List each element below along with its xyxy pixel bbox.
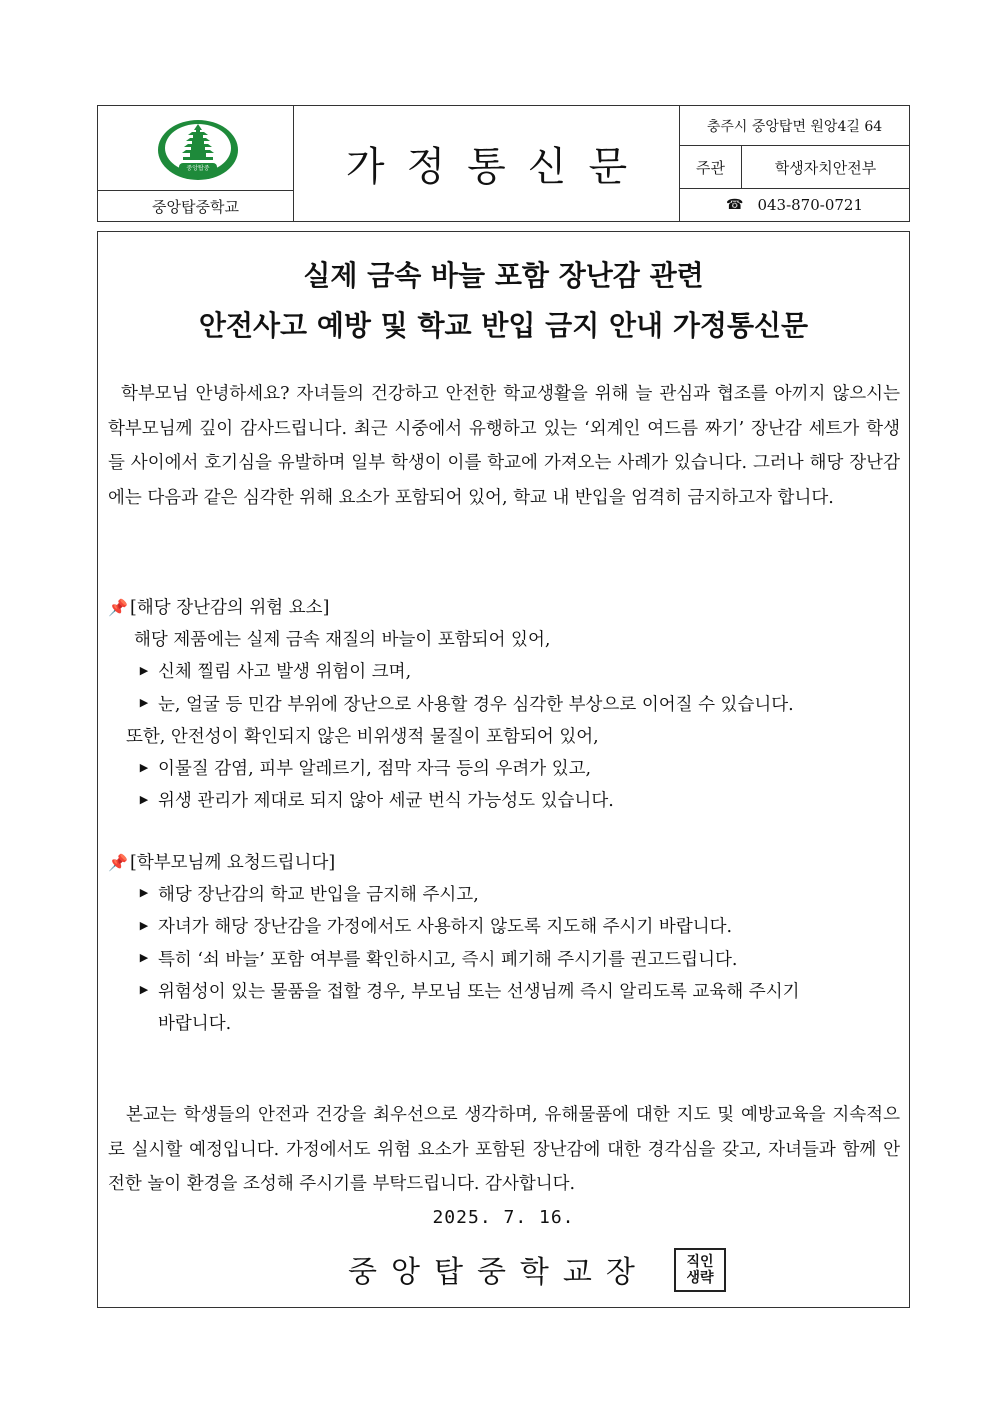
- letter-body: [97, 231, 910, 1308]
- hazard-title-text: [해당 장난감의 위험 요소]: [130, 598, 330, 618]
- list-item: [108, 911, 900, 943]
- triangle-bullet-icon: ▶: [139, 695, 149, 709]
- dept-value: 학생자치안전부: [742, 146, 909, 189]
- triangle-bullet-icon: ▶: [139, 760, 149, 774]
- list-item-text: 해당 장난감의 학교 반입을 금지해 주시고,: [158, 885, 479, 905]
- school-logo-icon: [155, 118, 241, 182]
- main-title-line1: 실제 금속 바늘 포함 장난감 관련: [303, 259, 704, 292]
- list-item: [108, 879, 900, 911]
- list-item: [108, 785, 900, 817]
- list-item: [108, 656, 900, 688]
- official-seal-omitted: [674, 1248, 726, 1292]
- triangle-bullet-icon: ▶: [139, 983, 149, 997]
- triangle-bullet-icon: ▶: [139, 918, 149, 932]
- triangle-bullet-icon: ▶: [139, 792, 149, 806]
- seal-line-2: 생략: [686, 1270, 714, 1286]
- list-item: [108, 944, 900, 976]
- hazard-lead-1: 해당 제품에는 실제 금속 재질의 바늘이 포함되어 있어,: [134, 630, 551, 650]
- dept-label: 주관: [680, 146, 742, 189]
- list-item-text: 위생 관리가 제대로 되지 않아 세균 번식 가능성도 있습니다.: [158, 791, 614, 812]
- main-title-line2: 안전사고 예방 및 학교 반입 금지 안내 가정통신문: [198, 309, 809, 342]
- logo-cell: [98, 106, 294, 191]
- intro-paragraph: 학부모님 안녕하세요? 자녀들의 건강하고 안전한 학교생활을 위해 늘 관심과 협조를 아끼지 않으시는 학부모님께 깊이 감사드립니다. 최근 시중에서 유행하고 있는 ‘외계인 여드름 짜기’ 장난감 세트가 학생들 사이에서 호기심을 유발하며 일부 학생이 이를 학교에 가져오는 사례가 있습니다. 그러나 해당 장난감에는 다음과 같은 심각한 위해 요소가 포함되어 있어, 학교 내 반입을 엄격히 금지하고자 합니다.: [108, 384, 900, 508]
- list-item-text: 특히 ‘쇠 바늘’ 포함 여부를 확인하시고, 즉시 폐기해 주시기를 권고드립니다.: [158, 949, 738, 970]
- list-item-text: 눈, 얼굴 등 민감 부위에 장난으로 사용할 경우 심각한 부상으로 이어질 수 있습니다.: [158, 694, 794, 715]
- issue-date: 2025. 7. 16.: [432, 1207, 575, 1228]
- triangle-bullet-icon: ▶: [139, 663, 149, 677]
- list-item: [108, 689, 900, 721]
- pushpin-icon: 📌: [108, 853, 128, 872]
- closing-paragraph: 본교는 학생들의 안전과 건강을 최우선으로 생각하며, 유해물품에 대한 지도 및 예방교육을 지속적으로 실시할 예정입니다. 가정에서도 위험 요소가 포함된 장난감에 대한 경각심을 갖고, 자녀들과 함께 안전한 놀이 환경을 조성해 주시기를 부탁드립니다. 감사합니다.: [108, 1105, 900, 1194]
- request-section: [108, 847, 900, 1040]
- triangle-bullet-icon: ▶: [139, 950, 149, 964]
- list-item-text: 자녀가 해당 장난감을 가정에서도 사용하지 않도록 지도해 주시기 바랍니다.: [158, 917, 733, 938]
- list-item-continuation: 바랍니다.: [158, 1014, 232, 1035]
- list-item: [108, 753, 900, 785]
- pushpin-icon: 📌: [108, 598, 128, 617]
- triangle-bullet-icon: ▶: [139, 886, 149, 900]
- logo-text: 중앙탑중: [186, 165, 210, 172]
- phone-icon: ☎: [725, 197, 744, 213]
- hazard-section: [108, 592, 900, 818]
- list-item: [108, 976, 900, 1008]
- principal-signature: 중앙탑중학교장: [348, 1255, 649, 1290]
- request-section-title: [108, 847, 900, 879]
- list-item-text: 위험성이 있는 물품을 접할 경우, 부모님 또는 선생님께 즉시 알리도록 교육해 주시기: [158, 981, 800, 1002]
- list-item-text: 이물질 감염, 피부 알레르기, 점막 자극 등의 우려가 있고,: [158, 759, 592, 780]
- school-address: 충주시 중앙탑면 원앙4길 64: [680, 106, 909, 146]
- header-table: [97, 105, 910, 222]
- request-title-text: [학부모님께 요청드립니다]: [130, 853, 336, 873]
- school-name: 중앙탑중학교: [98, 191, 294, 221]
- hazard-section-title: [108, 592, 900, 624]
- list-item-text: 신체 찔림 사고 발생 위험이 크며,: [158, 662, 412, 683]
- phone-cell: [680, 189, 909, 221]
- hazard-lead-2: 또한, 안전성이 확인되지 않은 비위생적 물질이 포함되어 있어,: [126, 726, 599, 747]
- seal-line-1: 직인: [686, 1254, 714, 1270]
- phone-number: 043-870-0721: [757, 196, 864, 214]
- page-title: 가정통신문: [294, 106, 680, 221]
